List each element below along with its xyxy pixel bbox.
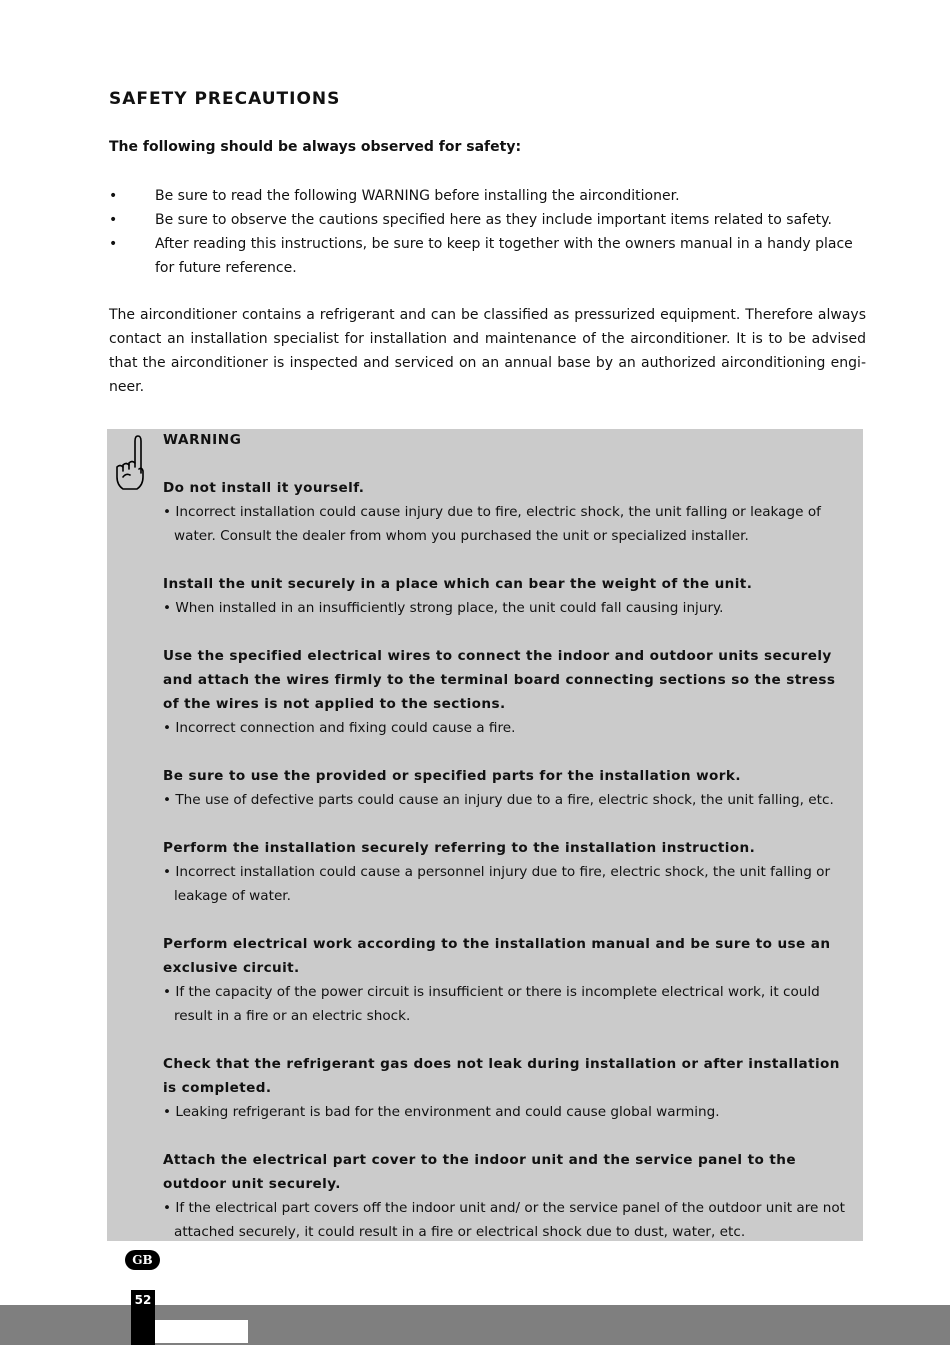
footer-block	[155, 1320, 248, 1343]
list-item-text: Be sure to read the following WARNING before installing the airconditioner.	[155, 188, 680, 204]
body-paragraph: The airconditioner contains a refrigerant and can be classified as pressurized equipment. Therefore always contact an installation specialist for installation and maintenance of the airconditioner. It is to be advised that the airconditioner is inspected and serviced on an annual base by an authorized airconditioning engi-neer.	[109, 307, 866, 395]
warning-title: WARNING	[163, 432, 242, 448]
list-item-text: Be sure to observe the cautions specified here as they include important items related to safety.	[155, 212, 832, 228]
bullet-list	[109, 184, 869, 280]
warning-section	[163, 476, 853, 548]
list-item	[109, 184, 869, 208]
warning-section	[163, 1052, 853, 1124]
section-heading: Be sure to use the provided or specified parts for the installation work.	[163, 768, 741, 784]
section-body: • Incorrect connection and fixing could cause a fire.	[163, 720, 516, 736]
warning-section	[163, 764, 853, 812]
section-body: • If the electrical part covers off the indoor unit and/ or the service panel of the outdoor unit are not attached securely, it could result in a fire or electrical shock due to dust, water, etc.	[163, 1200, 846, 1240]
section-body: • Incorrect installation could cause injury due to fire, electric shock, the unit falling or leakage of water. Consult the dealer from whom you purchased the unit or specialized installer.	[163, 504, 821, 544]
section-heading: Check that the refrigerant gas does not leak during installation or after installation is completed.	[163, 1056, 840, 1096]
section-body: • Leaking refrigerant is bad for the environment and could cause global warming.	[163, 1104, 720, 1120]
page-title: SAFETY PRECAUTIONS	[109, 89, 341, 109]
section-body: • The use of defective parts could cause an injury due to a fire, electric shock, the unit falling, etc.	[163, 792, 834, 808]
section-heading: Perform electrical work according to the installation manual and be sure to use an exclusive circuit.	[163, 936, 831, 976]
list-item	[109, 232, 869, 280]
section-heading: Install the unit securely in a place which can bear the weight of the unit.	[163, 576, 753, 592]
warning-section	[163, 644, 853, 740]
warning-section	[163, 1148, 853, 1244]
warning-box	[107, 429, 863, 1241]
bullet-icon: •	[109, 212, 118, 228]
section-body: • If the capacity of the power circuit is insufficient or there is incomplete electrical work, it could result in a fire or an electric shock.	[163, 984, 820, 1024]
list-item-text: After reading this instructions, be sure to keep it together with the owners manual in a handy place for future reference.	[155, 236, 853, 276]
language-badge: GB	[125, 1250, 160, 1270]
warning-section	[163, 932, 853, 1028]
section-heading: Do not install it yourself.	[163, 480, 365, 496]
warning-section	[163, 572, 853, 620]
section-heading: Use the specified electrical wires to connect the indoor and outdoor units securely and attach the wires firmly to the terminal board connecting sections so the stress of the wires is not applied to the sections.	[163, 648, 836, 712]
bullet-icon: •	[109, 236, 118, 252]
page-number: 52	[131, 1290, 155, 1345]
list-item	[109, 208, 869, 232]
section-body: • Incorrect installation could cause a personnel injury due to fire, electric shock, the unit falling or leakage of water.	[163, 864, 831, 904]
warning-content	[163, 428, 853, 1268]
bullet-icon: •	[109, 188, 118, 204]
pointing-hand-icon	[113, 433, 147, 493]
intro-text: The following should be always observed for safety:	[109, 139, 522, 155]
warning-section	[163, 836, 853, 908]
section-heading: Perform the installation securely referring to the installation instruction.	[163, 840, 756, 856]
section-body: • When installed in an insufficiently strong place, the unit could fall causing injury.	[163, 600, 724, 616]
section-heading: Attach the electrical part cover to the indoor unit and the service panel to the outdoor unit securely.	[163, 1152, 796, 1192]
